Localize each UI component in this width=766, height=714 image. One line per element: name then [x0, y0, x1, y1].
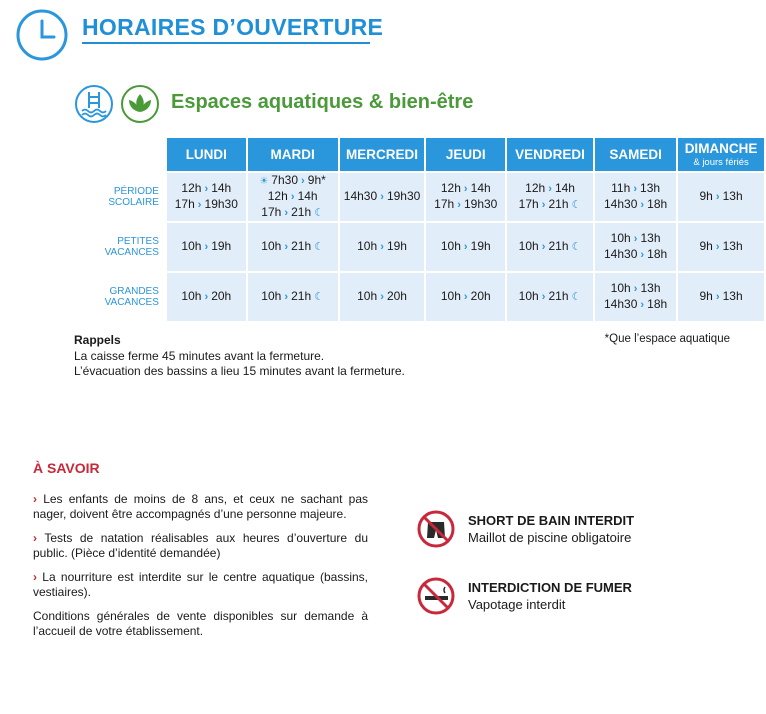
rule-no-smoking: [416, 576, 632, 616]
day-label: MARDI: [270, 147, 315, 162]
day-header: [426, 138, 505, 171]
conditions-text: Conditions générales de vente disponibles sur demande à l’accueil de votre établissement.: [33, 609, 368, 638]
moon-icon: ☾: [568, 291, 582, 303]
arrow-icon: ›: [538, 241, 549, 253]
day-header: [595, 138, 676, 171]
footnote: *Que l’espace aquatique: [604, 333, 730, 345]
arrow-icon: ›: [538, 199, 549, 211]
schedule-cell: [507, 223, 593, 271]
moon-icon: ☾: [311, 241, 325, 253]
a-savoir-item-text: Les enfants de moins de 8 ans, et ceux ne sachant pas nager, doivent être accompagnés d’une personne majeure.: [33, 492, 368, 521]
time-slot: [167, 197, 246, 213]
title-underline: [82, 42, 370, 44]
moon-icon: ☾: [311, 291, 325, 303]
slot-from: 10h: [440, 239, 461, 253]
time-slot: [595, 247, 676, 263]
schedule-cell: [248, 223, 338, 271]
arrow-icon: ›: [454, 199, 464, 211]
row-label-line: SCOLAIRE: [108, 197, 159, 208]
time-slot: [340, 289, 425, 305]
schedule-cell: [595, 273, 676, 321]
slot-to: 21h: [548, 289, 569, 303]
slot-to: 13h: [722, 239, 743, 253]
row-label: [79, 173, 159, 221]
time-slot: [248, 239, 338, 255]
schedule-cell: [167, 173, 246, 221]
row-label-line: GRANDES: [109, 285, 159, 297]
time-slot: [248, 173, 338, 189]
time-slot: [426, 289, 505, 305]
arrow-icon: ›: [377, 191, 387, 203]
slot-from: 17h: [174, 197, 195, 211]
time-slot: [678, 289, 764, 305]
slot-from: 10h: [181, 289, 202, 303]
a-savoir-item: [33, 492, 368, 521]
slot-from: 11h: [611, 181, 631, 195]
lotus-leaf-icon: [120, 84, 160, 124]
slot-to: 18h: [647, 197, 668, 211]
slot-to: 19h: [386, 239, 407, 253]
time-slot: [426, 197, 505, 213]
schedule-cell: [595, 173, 676, 221]
day-header: [167, 138, 246, 171]
time-slot: [340, 239, 425, 255]
slot-from: 10h: [518, 239, 539, 253]
arrow-icon: ›: [712, 291, 723, 303]
arrow-icon: ›: [637, 199, 648, 211]
row-header: [74, 173, 165, 221]
time-slot: [426, 239, 505, 255]
slot-to: 20h: [470, 289, 491, 303]
slot-from: 10h: [357, 239, 378, 253]
row-label: [79, 273, 159, 321]
schedule-row: [74, 273, 764, 321]
slot-to: 19h30: [463, 197, 498, 211]
slot-to: 14h: [470, 181, 491, 195]
schedule-cell: [167, 273, 246, 321]
slot-from: 12h: [267, 189, 288, 203]
slot-from: 9h: [699, 289, 713, 303]
rule-subtitle: Vapotage interdit: [468, 597, 566, 612]
day-header: [340, 138, 425, 171]
time-slot: [167, 289, 246, 305]
rule-title: SHORT DE BAIN INTERDIT: [468, 513, 635, 528]
arrow-icon: ›: [201, 183, 212, 195]
slot-from: 10h: [610, 231, 631, 245]
slot-to: 21h: [291, 205, 312, 219]
slot-to: 19h: [211, 239, 232, 253]
slot-to: 13h: [722, 289, 743, 303]
schedule-cell: [340, 223, 425, 271]
slot-from: 9h: [699, 189, 713, 203]
day-label: LUNDI: [185, 147, 227, 162]
schedule-cell: [678, 273, 764, 321]
slot-to: 14h: [297, 189, 318, 203]
arrow-icon: ›: [201, 241, 212, 253]
slot-from: 14h30: [343, 189, 378, 203]
slot-to: 19h30: [386, 189, 421, 203]
slot-from: 14h30: [604, 197, 638, 211]
schedule-cell: [678, 173, 764, 221]
day-header: [248, 138, 338, 171]
time-slot: [507, 181, 593, 197]
arrow-icon: ›: [712, 191, 723, 203]
chevron-icon: ›: [33, 570, 37, 584]
time-slot: [167, 239, 246, 255]
day-label: VENDREDI: [515, 147, 585, 162]
schedule-cell: [678, 223, 764, 271]
moon-icon: ☾: [311, 207, 325, 219]
time-slot: [167, 181, 246, 197]
time-slot: [678, 189, 764, 205]
a-savoir-list: [33, 492, 368, 648]
arrow-icon: ›: [637, 299, 648, 311]
slot-from: 10h: [261, 289, 282, 303]
time-slot: [507, 239, 593, 255]
slot-to: 20h: [211, 289, 232, 303]
slot-to: 13h: [722, 189, 743, 203]
slot-from: 10h: [181, 239, 202, 253]
time-slot: [426, 181, 505, 197]
arrow-icon: ›: [377, 291, 387, 303]
arrow-icon: ›: [630, 183, 641, 195]
slot-to: 21h: [291, 239, 312, 253]
slot-from: 12h: [440, 181, 461, 195]
arrow-icon: ›: [460, 183, 471, 195]
row-label-line: PETITES: [117, 235, 159, 247]
time-slot: [595, 181, 676, 197]
moon-icon: ☾: [568, 199, 582, 211]
row-label-line: PÉRIODE: [113, 185, 159, 197]
arrow-icon: ›: [201, 291, 212, 303]
schedule-cell: [426, 173, 505, 221]
slot-to: 18h: [647, 247, 668, 261]
rule-swim-shorts: [416, 509, 634, 549]
slot-from: 17h: [518, 197, 539, 211]
section-icons: [74, 84, 160, 124]
no-swim-shorts-icon: [416, 509, 456, 549]
slot-to: 13h: [640, 281, 661, 295]
slot-from: 14h30: [604, 247, 638, 261]
arrow-icon: ›: [281, 241, 292, 253]
rule-subtitle: Maillot de piscine obligatoire: [468, 530, 632, 545]
slot-from: 17h: [434, 197, 455, 211]
slot-from: 10h: [610, 281, 631, 295]
time-slot: [507, 197, 593, 213]
slot-from: 9h: [699, 239, 713, 253]
a-savoir-title: À SAVOIR: [33, 460, 100, 476]
section-title: Espaces aquatiques & bien-être: [171, 91, 474, 113]
a-savoir-item-text: Tests de natation réalisables aux heures d’ouverture du public. (Pièce d’identité demandée): [33, 531, 368, 560]
slot-to: 21h: [291, 289, 312, 303]
time-slot: [507, 289, 593, 305]
slot-to: 20h: [386, 289, 407, 303]
slot-to: 19h30: [204, 197, 238, 211]
time-slot: [595, 197, 676, 213]
row-header: [74, 223, 165, 271]
row-label: [79, 223, 159, 271]
arrow-icon: ›: [460, 291, 471, 303]
rappels-line: La caisse ferme 45 minutes avant la fermeture.: [74, 348, 325, 363]
arrow-icon: ›: [377, 241, 387, 253]
a-savoir-item: [33, 570, 368, 599]
arrow-icon: ›: [287, 191, 298, 203]
day-header: [678, 138, 764, 171]
slot-from: 10h: [357, 289, 378, 303]
arrow-icon: ›: [545, 183, 555, 195]
schedule-cell: [595, 223, 676, 271]
time-slot: [248, 205, 338, 221]
pool-ladder-icon: [74, 84, 114, 124]
slot-to: 14h: [211, 181, 232, 195]
row-header: [74, 273, 165, 321]
schedule-cell: [248, 273, 338, 321]
moon-icon: ☾: [568, 241, 582, 253]
slot-to: 13h: [640, 231, 661, 245]
schedule-cell: [340, 173, 425, 221]
clock-icon: [14, 7, 70, 63]
day-label: DIMANCHE: [684, 141, 758, 156]
arrow-icon: ›: [298, 175, 308, 187]
schedule-cell: [507, 173, 593, 221]
chevron-icon: ›: [33, 492, 37, 506]
time-slot: [595, 297, 676, 313]
rappels-line: L’évacuation des bassins a lieu 15 minutes avant la fermeture.: [74, 364, 405, 378]
a-savoir-item: [33, 531, 368, 560]
day-header-row: [74, 138, 764, 171]
slot-from: 10h: [518, 289, 539, 303]
schedule-row: [74, 173, 764, 221]
schedule-cell: [248, 173, 338, 221]
rappels-block: [74, 333, 405, 380]
schedule-cell: [340, 273, 425, 321]
day-note: & jours fériés: [693, 157, 749, 168]
schedule-cell: [507, 273, 593, 321]
sunrise-icon: ☀: [259, 176, 272, 187]
time-slot: [248, 189, 338, 205]
time-slot: [595, 231, 676, 247]
slot-to: 18h: [647, 297, 668, 311]
arrow-icon: ›: [712, 241, 723, 253]
arrow-icon: ›: [281, 291, 292, 303]
arrow-icon: ›: [538, 291, 549, 303]
slot-to: 13h: [640, 181, 661, 195]
slot-from: 10h: [440, 289, 461, 303]
arrow-icon: ›: [637, 249, 648, 261]
slot-from: 7h30: [271, 173, 298, 187]
slot-to: 21h: [548, 197, 569, 211]
arrow-icon: ›: [630, 233, 641, 245]
arrow-icon: ›: [630, 283, 641, 295]
time-slot: [595, 281, 676, 297]
page-title: HORAIRES D’OUVERTURE: [82, 14, 384, 40]
a-savoir-item-text: La nourriture est interdite sur le centre aquatique (bassins, vestiaires).: [33, 570, 368, 599]
time-slot: [340, 189, 425, 205]
schedule-row: [74, 223, 764, 271]
slot-from: 12h: [525, 181, 546, 195]
rule-title: INTERDICTION DE FUMER: [468, 580, 632, 595]
slot-to: 14h: [554, 181, 575, 195]
slot-from: 14h30: [604, 297, 638, 311]
schedule-cell: [426, 273, 505, 321]
slot-to: 21h: [548, 239, 569, 253]
day-label: SAMEDI: [609, 147, 662, 162]
schedule-cell: [167, 223, 246, 271]
slot-from: 17h: [261, 205, 282, 219]
slot-to: 19h: [470, 239, 491, 253]
day-label: MERCREDI: [346, 147, 419, 162]
schedule-cell: [426, 223, 505, 271]
no-smoking-icon: [416, 576, 456, 616]
corner-cell: [74, 138, 165, 171]
arrow-icon: ›: [194, 199, 205, 211]
slot-from: 10h: [261, 239, 282, 253]
arrow-icon: ›: [281, 207, 292, 219]
day-label: JEUDI: [445, 147, 486, 162]
row-label-line: VACANCES: [104, 297, 159, 308]
arrow-icon: ›: [460, 241, 471, 253]
day-header: [507, 138, 593, 171]
time-slot: [248, 289, 338, 305]
slot-from: 12h: [181, 181, 202, 195]
rappels-title: Rappels: [74, 333, 121, 347]
time-slot: [678, 239, 764, 255]
row-label-line: VACANCES: [104, 247, 159, 258]
schedule-table: [72, 136, 766, 323]
slot-to: 9h*: [307, 173, 326, 187]
chevron-icon: ›: [33, 531, 37, 545]
